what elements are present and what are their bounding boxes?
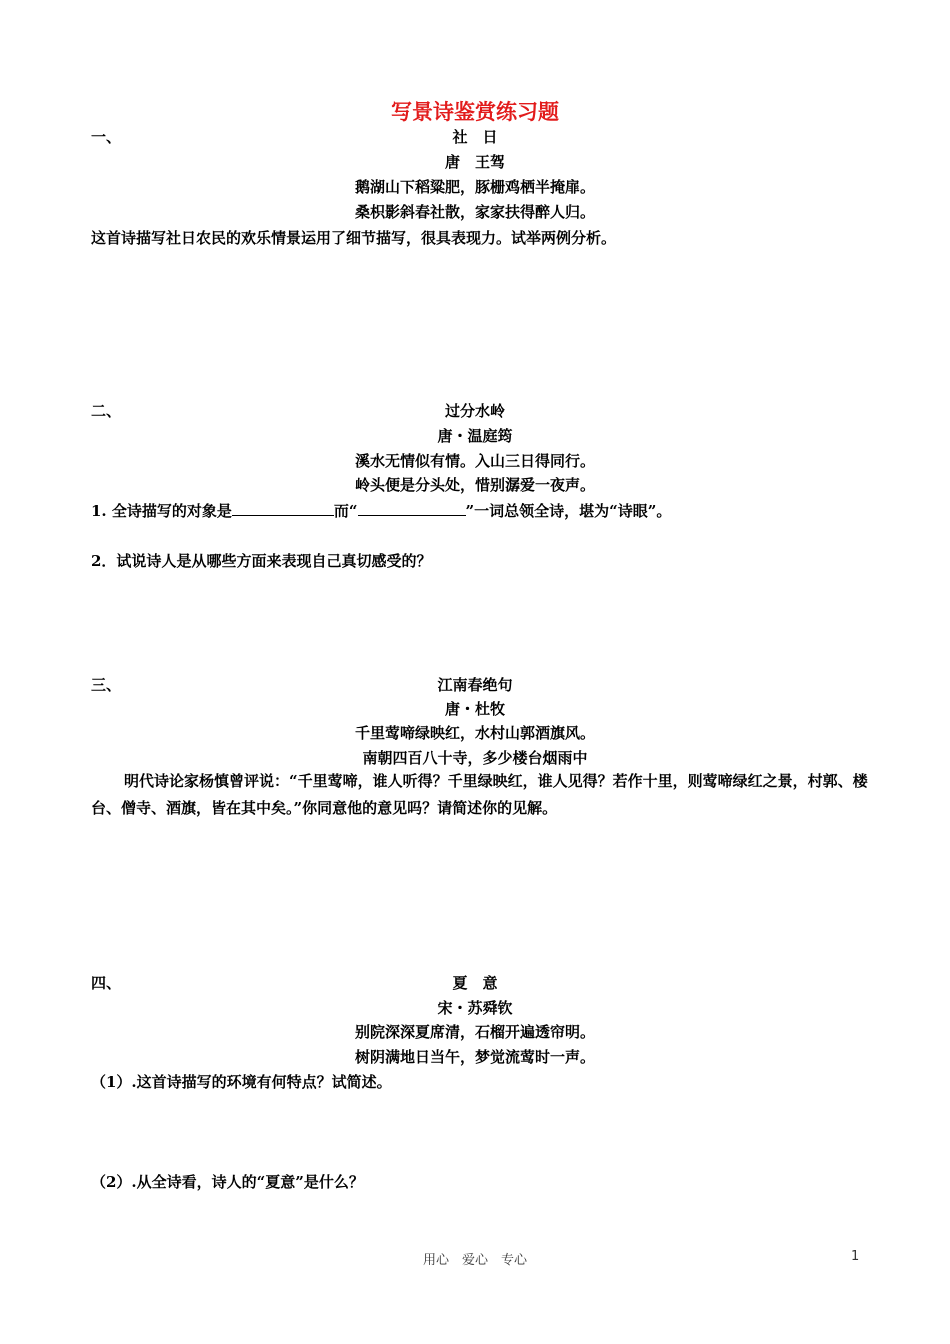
- section-4-verse-1: 别院深深夏席清，石榴开遍透帘明。: [354, 1023, 595, 1041]
- question-1-part-b: 而“: [333, 502, 358, 520]
- section-4-number: 四、: [91, 974, 122, 992]
- page-number: 1: [851, 1249, 860, 1264]
- section-4-question-1: （1）.这首诗描写的环境有何特点？试简述。: [91, 1073, 392, 1091]
- section-2-author: 唐・温庭筠: [437, 427, 513, 445]
- section-3-question-paragraph: 明代诗论家杨慎曾评说：“千里莺啼，谁人听得？千里绿映红，谁人见得？若作十里，则莺啼绿红之景，村郭、楼台、僧寺、酒旗，皆在其中矣。”你同意他的意见吗？请简述你的见解。: [91, 772, 868, 817]
- section-2-verse-1: 溪水无情似有情。入山三日得同行。: [354, 452, 595, 470]
- section-2-verse-2: 岭头便是分头处，惜别潺爱一夜声。: [354, 476, 595, 494]
- section-2-question-1: [91, 500, 671, 521]
- section-2-number: 二、: [91, 402, 122, 420]
- document-title: 写景诗鉴赏练习题: [391, 99, 559, 124]
- section-2-poem-title: 过分水岭: [444, 402, 505, 420]
- section-3-poem-title: 江南春绝句: [437, 676, 513, 694]
- answer-blank-2[interactable]: [358, 501, 466, 516]
- section-4-author: 宋・苏舜钦: [437, 999, 513, 1017]
- section-3-author: 唐・杜牧: [444, 700, 505, 718]
- section-1-question: 这首诗描写社日农民的欢乐情景运用了细节描写，很具表现力。试举两例分析。: [91, 229, 617, 247]
- section-3-verse-1: 千里莺啼绿映红，水村山郭酒旗风。: [354, 724, 595, 742]
- section-3-number: 三、: [91, 676, 122, 694]
- section-1-poem-title: 社 日: [452, 128, 498, 146]
- page-footer: 用心 爱心 专心: [422, 1253, 527, 1268]
- section-4-poem-title: 夏 意: [452, 974, 498, 992]
- section-1-verse-2: 桑枳影斜春社散，家家扶得醉人归。: [354, 203, 595, 221]
- section-1-number: 一、: [91, 128, 122, 146]
- section-1-author: 唐 王驾: [444, 153, 505, 171]
- section-2-question-2: 2．试说诗人是从哪些方面来表现自己真切感受的？: [91, 552, 432, 570]
- answer-blank-1[interactable]: [232, 501, 334, 516]
- section-4-verse-2: 树阴满地日当午，梦觉流莺时一声。: [354, 1048, 595, 1066]
- section-4-question-2: （2）.从全诗看，诗人的“夏意”是什么？: [91, 1173, 364, 1191]
- section-3-verse-2: 南朝四百八十寺，多少楼台烟雨中: [362, 749, 588, 767]
- question-1-part-a: 1. 全诗描写的对象是: [91, 502, 232, 520]
- section-1-verse-1: 鹅湖山下稻粱肥，豚栅鸡栖半掩扉。: [354, 178, 595, 196]
- question-1-part-c: ”一词总领全诗，堪为“诗眼”。: [465, 502, 672, 520]
